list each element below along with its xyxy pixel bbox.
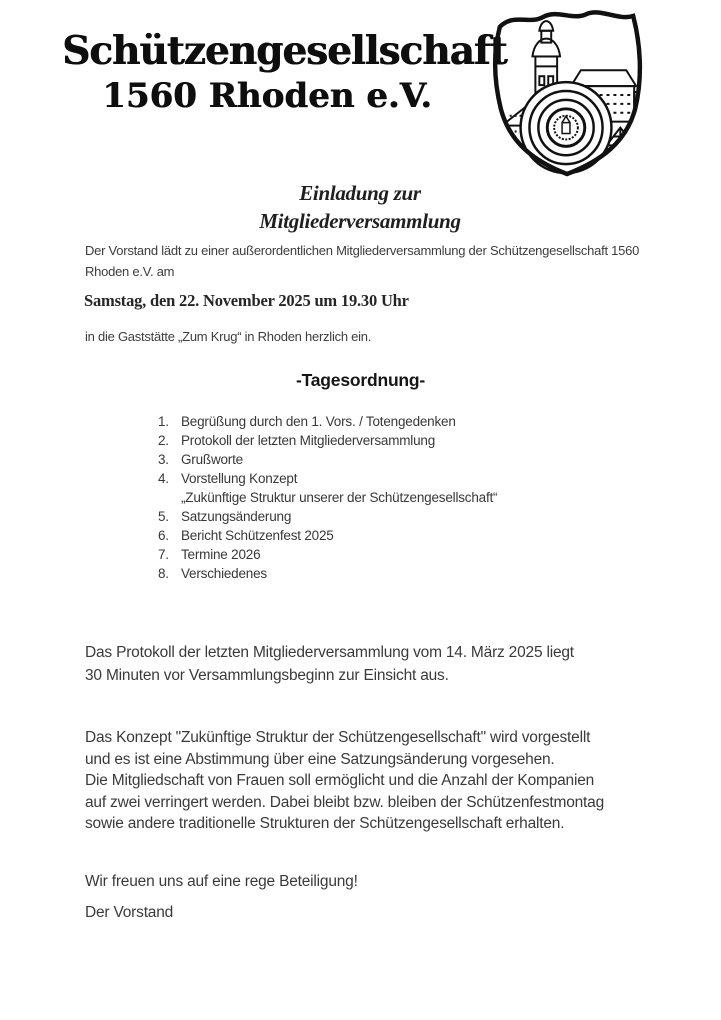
konzept-line: Die Mitgliedschaft von Frauen soll ermöglicht und die Anzahl der Kompanien xyxy=(85,772,595,789)
protokoll-line: 30 Minuten vor Versammlungsbeginn zur Einsicht aus. xyxy=(85,666,449,684)
agenda-item xyxy=(158,526,598,545)
agenda-item-text: „Zukünftige Struktur unserer der Schützengesellschaft“ xyxy=(181,490,498,505)
konzept-line: sowie andere traditionelle Strukturen der Schützengesellschaft erhalten. xyxy=(85,815,565,832)
protokoll-paragraph xyxy=(85,642,574,687)
agenda-item-number: 2. xyxy=(158,433,169,448)
invitation-title-line1: Einladung zur xyxy=(299,181,421,205)
agenda-item-text: Protokoll der letzten Mitgliederversammlung xyxy=(181,433,436,448)
meeting-date-line: Samstag, den 22. November 2025 um 19.30 Uhr xyxy=(84,291,409,310)
agenda-item-number: 7. xyxy=(158,547,169,562)
konzept-line: Das Konzept "Zukünftige Struktur der Schützengesellschaft" wird vorgestellt xyxy=(85,729,591,746)
intro-line: Rhoden e.V. am xyxy=(85,264,175,279)
invitation-title-line2: Mitgliederversammlung xyxy=(259,209,461,233)
agenda-item-number: 1. xyxy=(158,414,169,429)
agenda-item xyxy=(158,564,598,583)
konzept-line: und es ist eine Abstimmung über eine Satzungsänderung vorgesehen. xyxy=(85,750,555,768)
agenda-item-number: 5. xyxy=(158,509,169,524)
agenda-item-continuation xyxy=(158,488,598,507)
invitation-title xyxy=(110,179,610,235)
agenda-item-text: Satzungsänderung xyxy=(181,509,292,524)
agenda-item xyxy=(158,431,598,450)
agenda-item-text: Begrüßung durch den 1. Vors. / Totengedenken xyxy=(181,414,456,429)
agenda-item-text: Bericht Schützenfest 2025 xyxy=(181,528,334,543)
intro-line: Der Vorstand lädt zu einer außerordentlichen Mitgliederversammlung der Schützengesellschaft 1560 xyxy=(85,243,640,258)
agenda-item xyxy=(158,507,598,526)
organization-name-line2: 1560 Rhoden e.V. xyxy=(102,76,432,116)
agenda-item-text: Vorstellung Konzept xyxy=(181,471,298,486)
agenda-item-number: 3. xyxy=(158,452,169,467)
agenda-item-text: Grußworte xyxy=(181,452,243,467)
venue-line: in die Gaststätte „Zum Krug“ in Rhoden herzlich ein. xyxy=(85,329,372,344)
closing-line: Wir freuen uns auf eine rege Beteiligung! xyxy=(85,873,358,890)
agenda-item-text: Verschiedenes xyxy=(181,566,267,581)
protokoll-line: Das Protokoll der letzten Mitgliederversammlung vom 14. März 2025 liegt xyxy=(85,644,574,661)
agenda-item-number: 8. xyxy=(158,566,169,581)
agenda-item xyxy=(158,450,598,469)
organization-name-line1: Schützengesellschaft xyxy=(62,28,507,74)
agenda-item xyxy=(158,545,598,564)
organization-name xyxy=(62,26,507,116)
agenda-item xyxy=(158,412,598,431)
konzept-line: auf zwei verringert werden. Dabei bleibt bzw. bleiben der Schützenfestmontag xyxy=(85,793,604,811)
agenda-item xyxy=(158,469,598,488)
intro-paragraph xyxy=(85,240,655,282)
konzept-paragraph xyxy=(85,727,604,835)
agenda-list xyxy=(158,412,598,583)
agenda-item-text: Termine 2026 xyxy=(181,547,261,562)
signature-line: Der Vorstand xyxy=(85,904,174,921)
agenda-heading: -Tagesordnung- xyxy=(295,370,426,390)
agenda-item-number: 4. xyxy=(158,471,169,486)
club-crest-icon xyxy=(486,5,649,181)
agenda-item-number: 6. xyxy=(158,528,169,543)
